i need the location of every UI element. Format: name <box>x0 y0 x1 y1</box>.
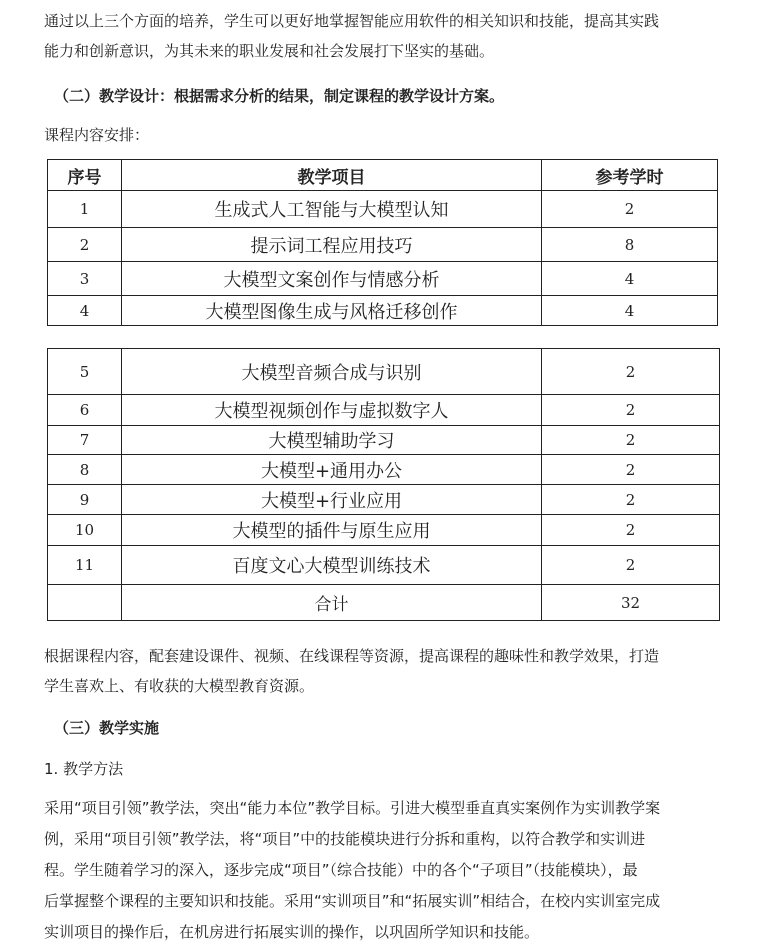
row-no: 9 <box>48 485 122 515</box>
row-hours: 2 <box>542 546 720 585</box>
resource-line-1: 根据课程内容，配套建设课件、视频、在线课程等资源，提高课程的趣味性和教学效果，打造 <box>44 647 660 665</box>
row-no: 2 <box>48 228 122 262</box>
row-name: 大模型的插件与原生应用 <box>122 515 542 546</box>
course-table-part1 <box>47 159 718 326</box>
row-hours: 2 <box>542 485 720 515</box>
row-name: 大模型+行业应用 <box>122 485 542 515</box>
total-label: 合计 <box>122 585 542 621</box>
row-no: 8 <box>48 455 122 485</box>
method-line-3: 程。学生随着学习的深入，逐步完成“项目”（综合技能）中的各个“子项目”（技能模块），最 <box>44 861 638 879</box>
row-no: 1 <box>48 191 122 228</box>
row-hours: 2 <box>542 455 720 485</box>
table-row <box>48 485 720 515</box>
row-hours: 2 <box>542 349 720 395</box>
total-hours: 32 <box>542 585 720 621</box>
method-line-2: 例，采用“项目引领”教学法，将“项目”中的技能模块进行分拆和重构，以符合教学和实训进 <box>44 830 646 848</box>
table-header-row <box>48 160 718 191</box>
row-name: 提示词工程应用技巧 <box>122 228 542 262</box>
table-row <box>48 426 720 455</box>
table-row <box>48 191 718 228</box>
row-name: 大模型图像生成与风格迁移创作 <box>122 296 542 326</box>
header-hours: 参考学时 <box>542 160 718 191</box>
table-row <box>48 546 720 585</box>
table-row <box>48 455 720 485</box>
table-row <box>48 515 720 546</box>
table-total-row <box>48 585 720 621</box>
row-no: 11 <box>48 546 122 585</box>
resource-paragraph <box>44 641 724 701</box>
header-no: 序号 <box>48 160 122 191</box>
method-line-5: 实训项目的操作后，在机房进行拓展实训的操作，以巩固所学知识和技能。 <box>44 923 540 941</box>
intro-line-2: 能力和创新意识，为其未来的职业发展和社会发展打下坚实的基础。 <box>44 42 495 60</box>
row-name: 大模型音频合成与识别 <box>122 349 542 395</box>
method-label: 1. 教学方法 <box>44 760 124 778</box>
intro-line-1: 通过以上三个方面的培养，学生可以更好地掌握智能应用软件的相关知识和技能，提高其实践 <box>44 12 660 30</box>
row-hours: 4 <box>542 262 718 296</box>
row-name: 大模型+通用办公 <box>122 455 542 485</box>
row-name: 大模型视频创作与虚拟数字人 <box>122 395 542 426</box>
row-no: 3 <box>48 262 122 296</box>
table-row <box>48 228 718 262</box>
row-no: 7 <box>48 426 122 455</box>
row-no: 5 <box>48 349 122 395</box>
content-label: 课程内容安排： <box>44 126 150 144</box>
method-line-4: 后掌握整个课程的主要知识和技能。采用“实训项目”和“拓展实训”相结合，在校内实训室完成 <box>44 892 661 910</box>
row-hours: 2 <box>542 426 720 455</box>
row-hours: 2 <box>542 191 718 228</box>
row-name: 百度文心大模型训练技术 <box>122 546 542 585</box>
row-hours: 2 <box>542 395 720 426</box>
table-row <box>48 349 720 395</box>
resource-line-2: 学生喜欢上、有收获的大模型教育资源。 <box>44 677 315 695</box>
row-no: 4 <box>48 296 122 326</box>
intro-paragraph <box>44 6 724 66</box>
total-no <box>48 585 122 621</box>
course-table-part2 <box>47 348 720 621</box>
row-hours: 4 <box>542 296 718 326</box>
row-hours: 8 <box>542 228 718 262</box>
table-row <box>48 262 718 296</box>
row-name: 大模型文案创作与情感分析 <box>122 262 542 296</box>
row-no: 10 <box>48 515 122 546</box>
section2-heading: （二）教学设计：根据需求分析的结果，制定课程的教学设计方案。 <box>54 87 505 105</box>
row-no: 6 <box>48 395 122 426</box>
row-name: 大模型辅助学习 <box>122 426 542 455</box>
section3-heading: （三）教学实施 <box>54 719 160 737</box>
table-row <box>48 296 718 326</box>
row-hours: 2 <box>542 515 720 546</box>
header-project: 教学项目 <box>122 160 542 191</box>
row-name: 生成式人工智能与大模型认知 <box>122 191 542 228</box>
method-paragraph <box>44 793 724 948</box>
method-line-1: 采用“项目引领”教学法，突出“能力本位”教学目标。引进大模型垂直真实案例作为实训教学案 <box>44 799 661 817</box>
table-row <box>48 395 720 426</box>
